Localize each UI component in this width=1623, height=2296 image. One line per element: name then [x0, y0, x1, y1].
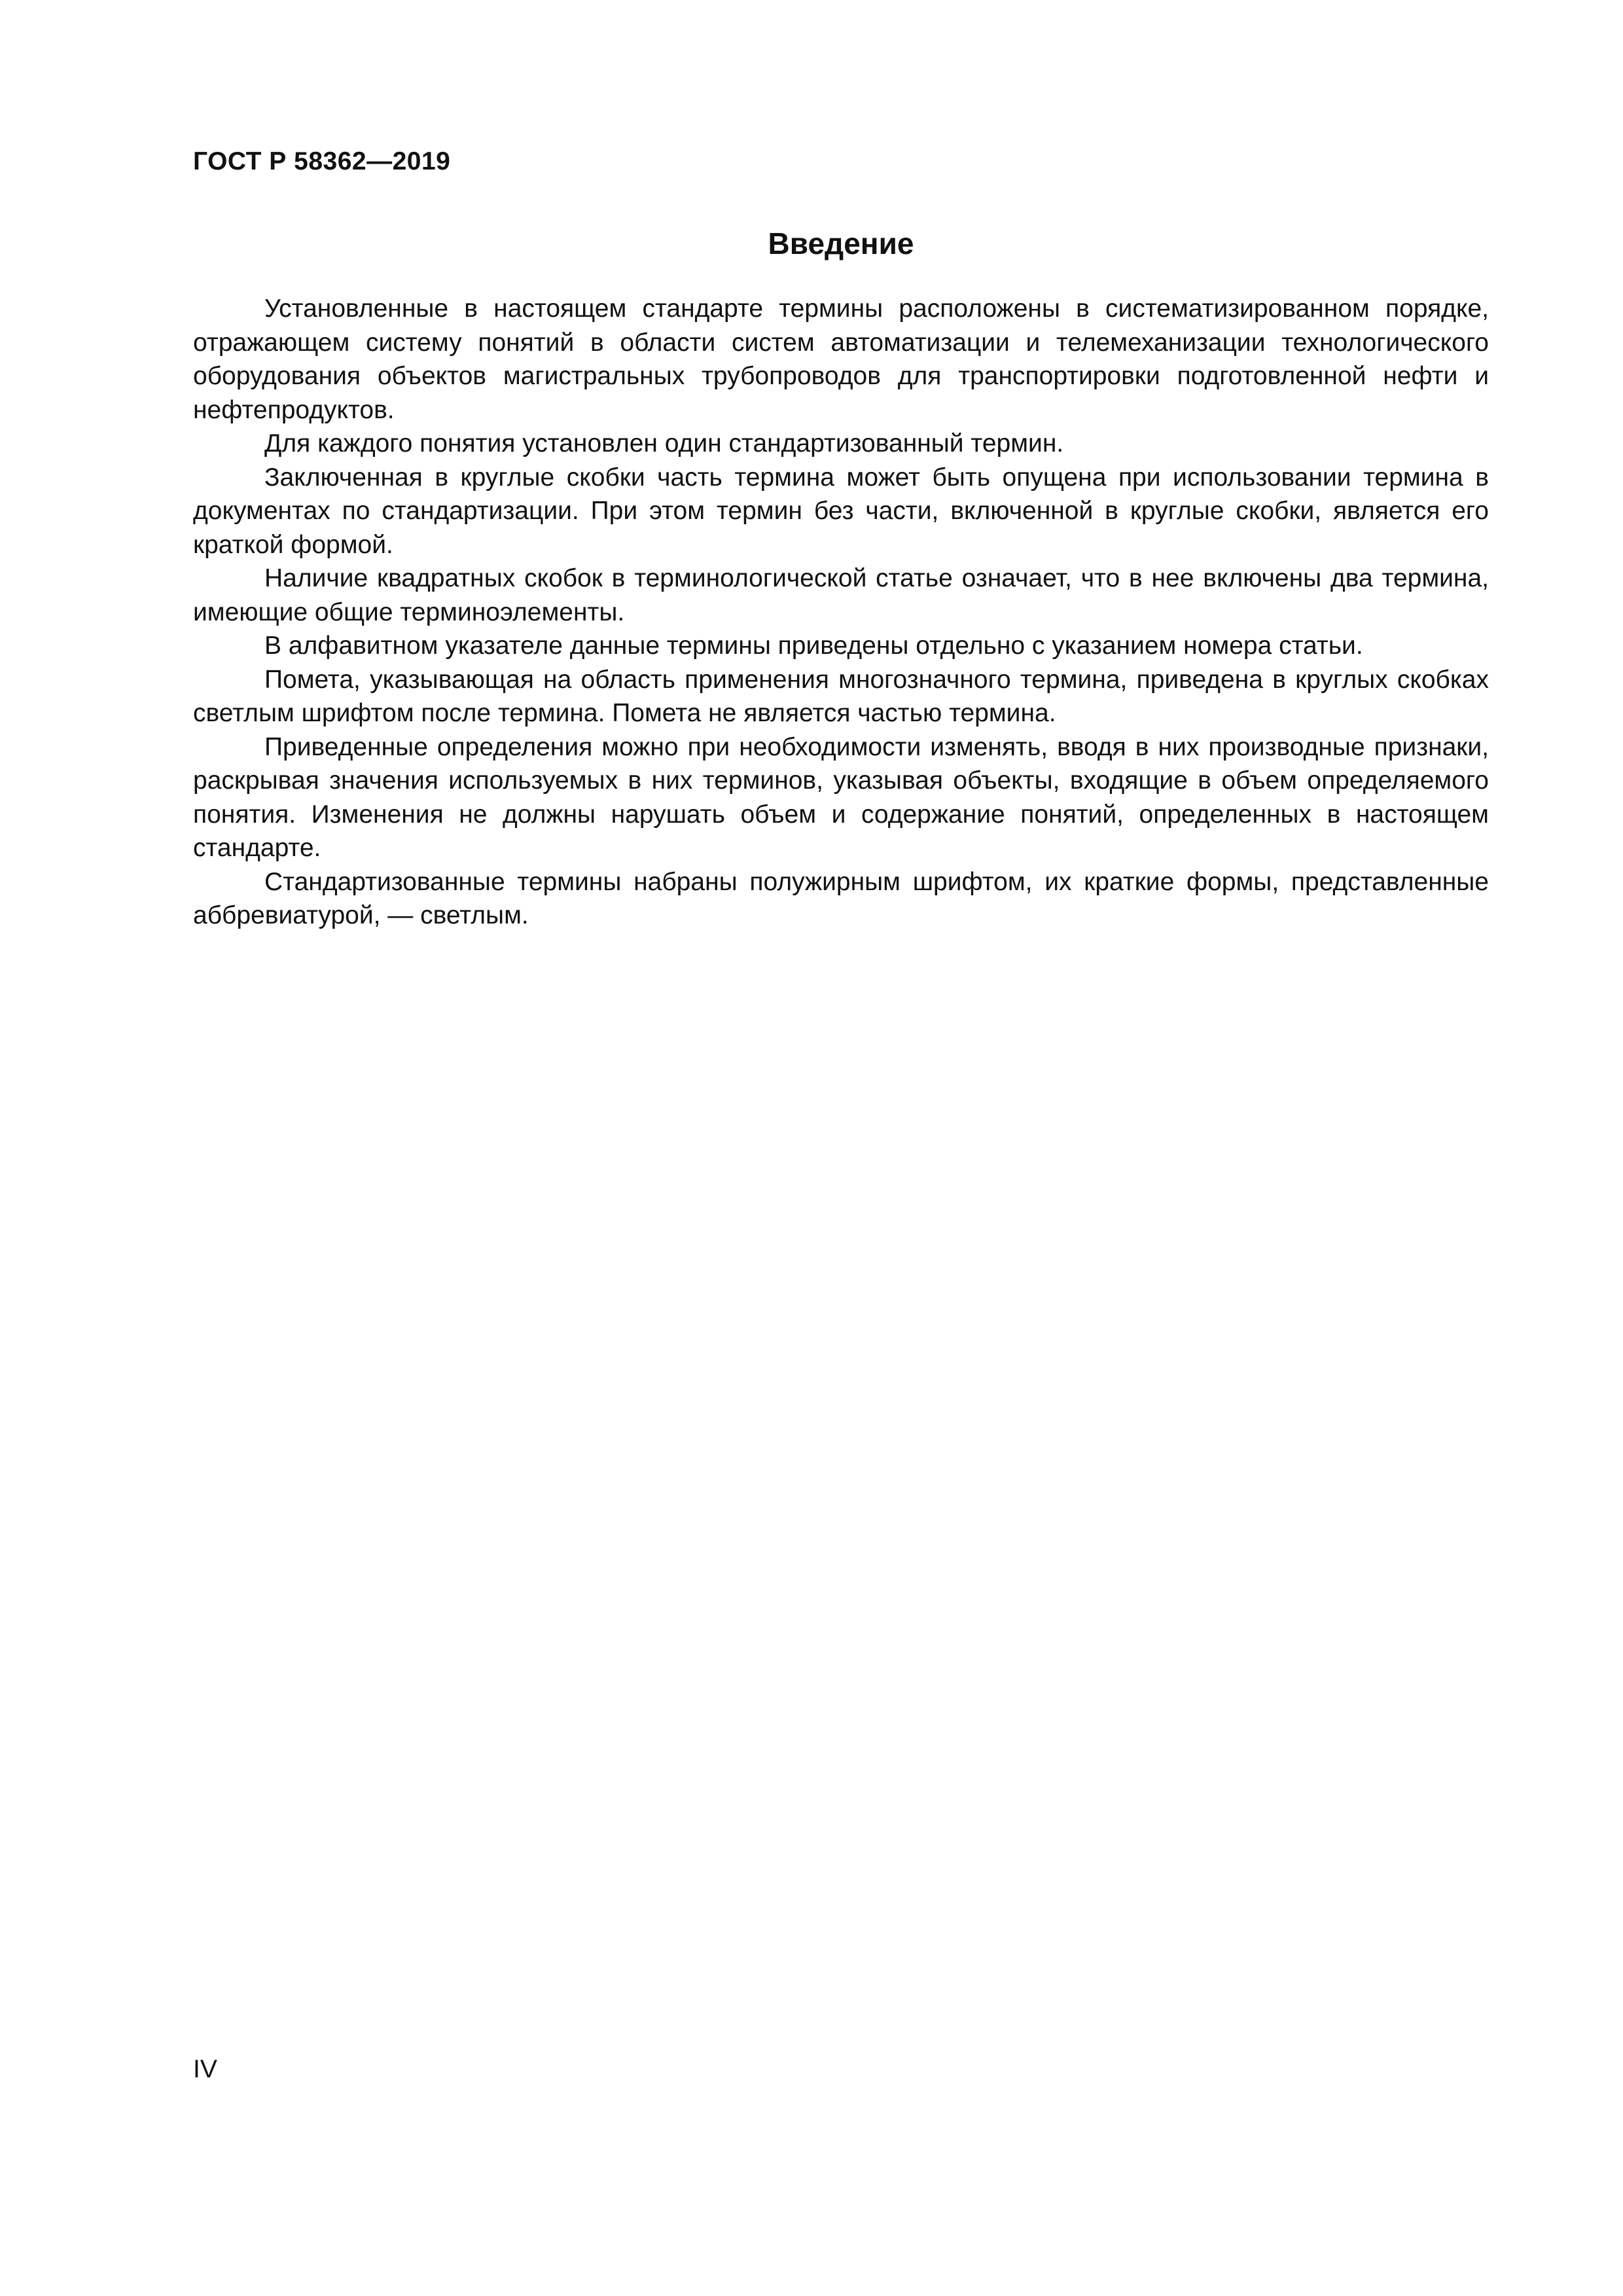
page-number: IV: [193, 2055, 217, 2083]
paragraph: Установленные в настоящем стандарте термины расположены в систематизированном порядке, отражающем систему понятий в области систем автоматизации и телемеханизации технологического оборудования объектов магистральных трубопроводов для транспортировки подготовленной нефти и нефтепродуктов.: [193, 295, 1489, 424]
paragraph: Заключенная в круглые скобки часть термина может быть опущена при использовании термина в документах по стандартизации. При этом термин без части, включенной в круглые скобки, является его краткой формой.: [193, 463, 1489, 559]
paragraph: Помета, указывающая на область применения многозначного термина, приведена в круглых скобках светлым шрифтом после термина. Помета не является частью термина.: [193, 665, 1489, 727]
section-title: Введение: [768, 226, 914, 260]
document-code: ГОСТ Р 58362—2019: [193, 147, 451, 175]
paragraph: В алфавитном указателе данные термины приведены отдельно с указанием номера статьи.: [264, 632, 1363, 660]
introduction-body: [193, 292, 1489, 933]
paragraph: Приведенные определения можно при необходимости изменять, вводя в них производные признаки, раскрывая значения используемых в них терминов, указывая объекты, входящие в объем определяемого понятия. Изменения не должны нарушать объем и содержание понятий, определенных в настоящем стандарте.: [193, 732, 1489, 862]
paragraph: Наличие квадратных скобок в терминологической статье означает, что в нее включены два термина, имеющие общие терминоэлементы.: [193, 564, 1489, 626]
paragraph: Для каждого понятия установлен один стандартизованный термин.: [264, 429, 1064, 457]
paragraph: Стандартизованные термины набраны полужирным шрифтом, их краткие формы, представленные аббревиатурой, — светлым.: [193, 867, 1489, 929]
